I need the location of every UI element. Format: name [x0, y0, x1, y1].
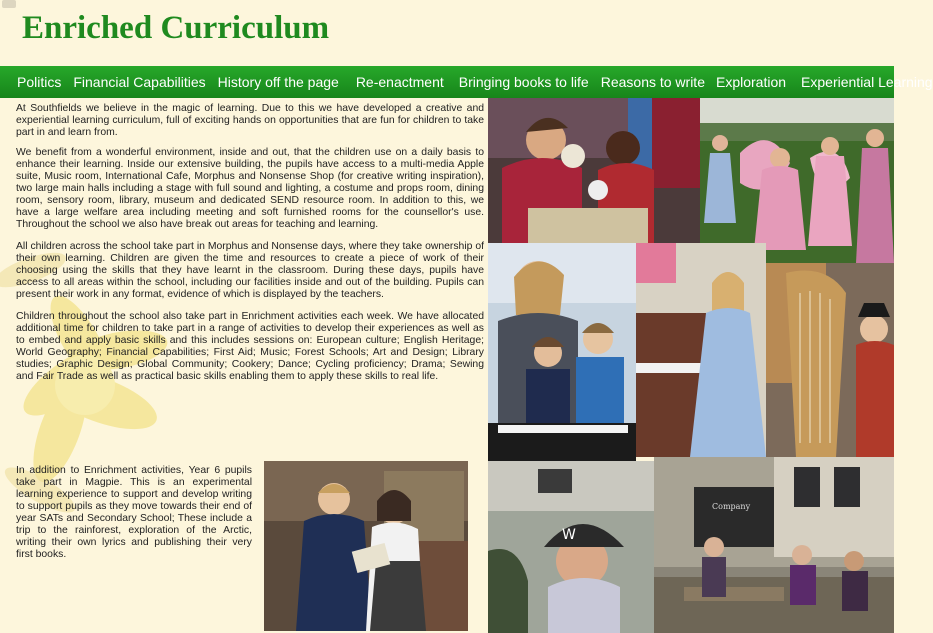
nav-item-financial-capabilities[interactable]: Financial Capabilities [73, 74, 206, 90]
topic-nav [0, 66, 933, 98]
magpie-paragraph: In addition to Enrichment activities, Year 6 pupils take part in Magpie. This is an experimental learning experience to support and develop writing to support pupils as they move towards their end of year SATs and Secondary School; These include a trip to the rainforest, exploration of the Arctic, writing their own lyrics and publishing their very first books. [16, 465, 252, 560]
enrichment-paragraph: Children throughout the school also take part in Enrichment activities each week. We have allocated additional time for children to take part in a range of activities to develop their experiences as well as to embed and apply basic skills and this includes sessions on: European culture; English Heritage; World Geography; Financial Capabilities; First Aid; Music; Forest Schools; Art and Design; Library studies; Graphic Design; Global Community; Cookery; Dance; Cycling proficiency; Drama; Sewing and Fair Trade as well as practical basic skills enabling them to apply these skills to real life. [16, 311, 484, 382]
main-text-column [16, 103, 484, 391]
photo-piano-lesson [488, 243, 636, 461]
corner-marker [2, 0, 16, 8]
morphus-paragraph: All children across the school take part in Morphus and Nonsense days, where they take ownership of their own learning. Children are given the time and resources to create a piece of work of their choosing using the skills that they have learnt in the classroom. During these days, pupils have access to all areas within the school, including our facilities inside and out of the building. Pupils can present their work in any format, evidence of which is displayed by the teachers. [16, 241, 484, 300]
svg-text:W: W [562, 527, 576, 543]
nav-item-exploration[interactable]: Exploration [716, 74, 787, 90]
page-title [22, 10, 329, 47]
nav-item-history-off-the-page[interactable]: History off the page [217, 74, 339, 90]
photo-girl-at-piano [636, 243, 766, 457]
photo-fairy-costumes [700, 98, 894, 263]
photo-harp-player [766, 263, 894, 457]
intro-paragraph: At Southfields we believe in the magic of learning. Due to this we have developed a creative and experiential learning curriculum, full of exciting hands on opportunities that are fun for children to take part in and learn from. [16, 103, 484, 138]
environment-paragraph: We benefit from a wonderful environment, inside and out, that the children use on a daily basis to enhance their learning. Inside our extensive building, the pupils have access to a multi-media Apple suite, Music room, International Cafe, Morphus and Nonsense Shop (for creative writing inspiration), two large main halls including a stage with full sound and lighting, a costume and props room, dining room, sensory room, library, museum and dedicated SEND resource room. In addition to this, we have a large welfare area including meeting and soft furnished rooms for the counsellor's use. Throughout the school we also have break out areas for teaching and learning. [16, 147, 484, 230]
photo-skull-activity [488, 98, 700, 243]
nav-item-experiential-learning[interactable]: Experiential Learning [801, 74, 933, 90]
page-title-rest: Curriculum [152, 10, 330, 46]
photo-helmet-girl [488, 461, 654, 633]
nav-item-bringing-books-to-life[interactable]: Bringing books to life [458, 74, 589, 90]
children-reading-photo [264, 461, 468, 631]
page-title-bold: Enriched [22, 10, 153, 46]
svg-text:Company: Company [712, 502, 751, 511]
nav-item-re-enactment[interactable]: Re-enactment [355, 74, 444, 90]
nav-item-politics[interactable]: Politics [17, 74, 62, 90]
photo-outdoor-classroom [654, 457, 894, 633]
nav-item-reasons-to-write[interactable]: Reasons to write [600, 74, 705, 90]
